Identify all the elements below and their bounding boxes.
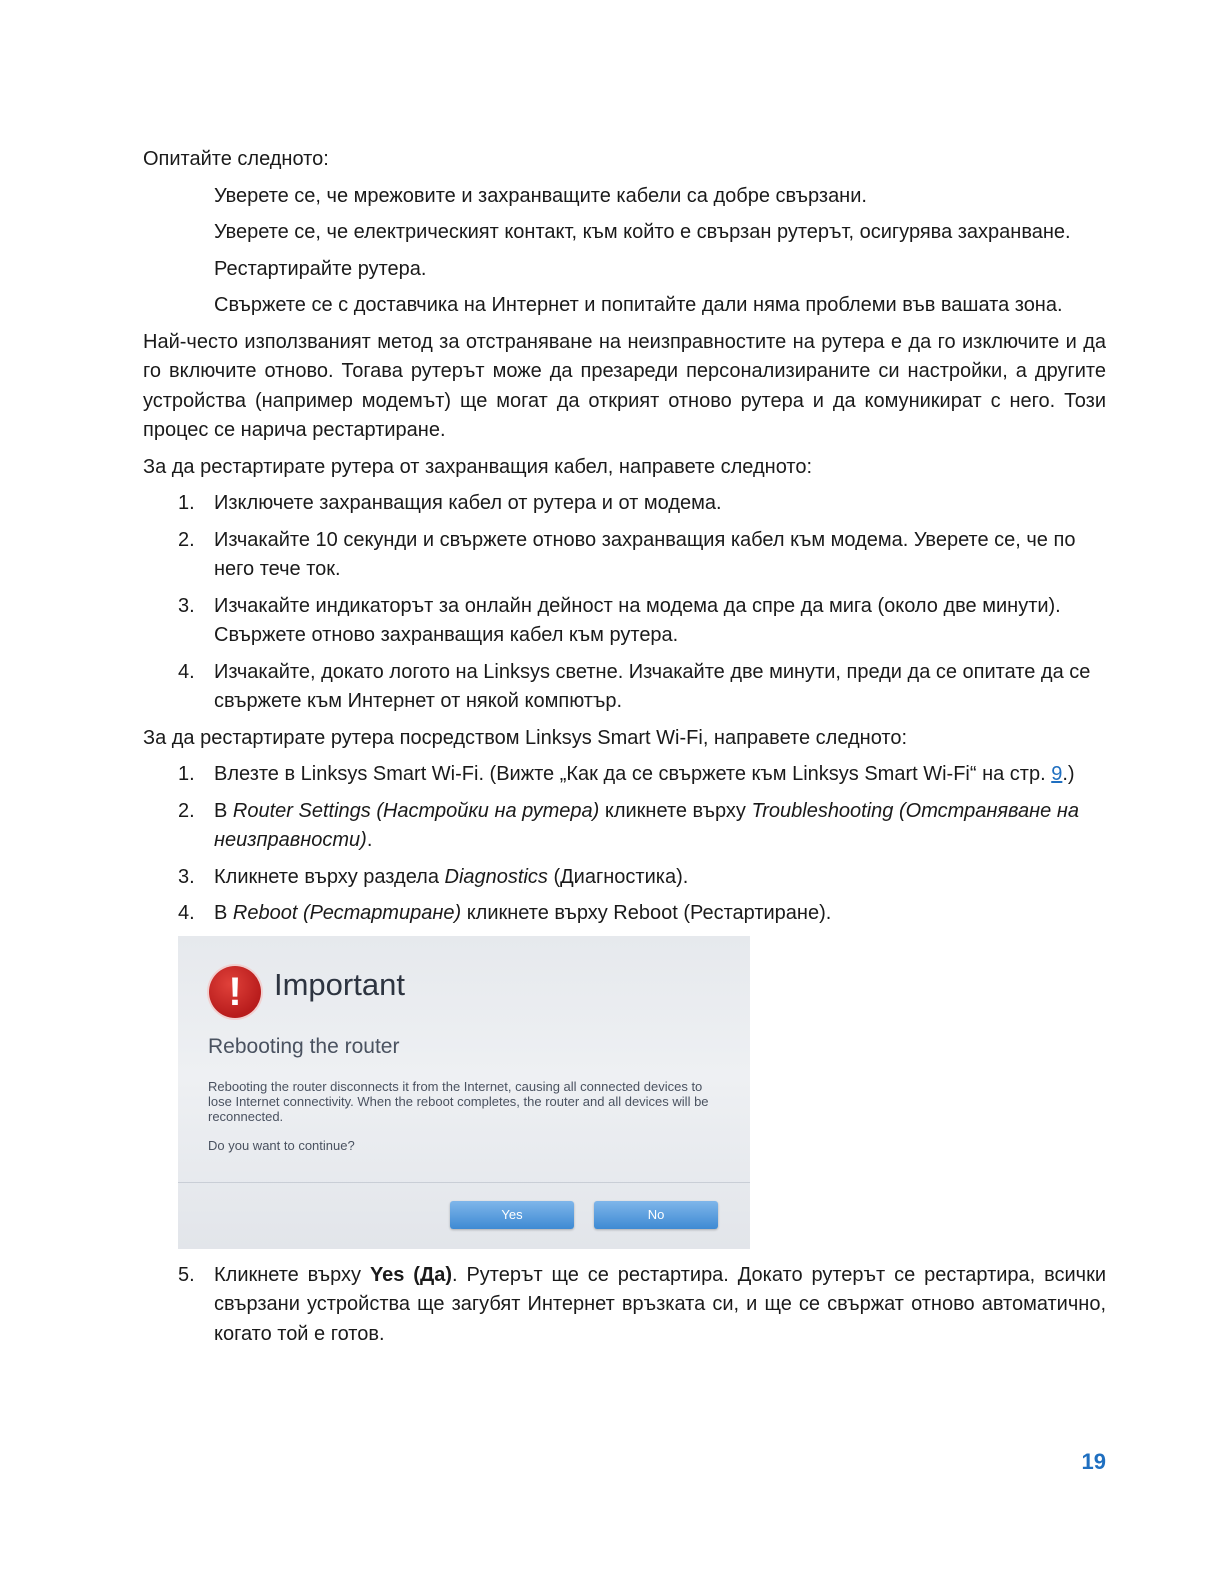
step-number: 1. <box>178 492 195 514</box>
dialog-subtitle: Rebooting the router <box>208 1034 400 1058</box>
check-item: Рестартирайте рутера. <box>214 257 427 280</box>
step-text: кликнете върху Reboot (Рестартиране). <box>461 902 832 924</box>
step-number: 3. <box>178 865 195 888</box>
smart-step <box>178 863 1106 893</box>
page-number: 19 <box>1081 1449 1106 1474</box>
step-number: 2. <box>178 528 195 551</box>
power-step <box>178 489 1106 519</box>
step-text: Изчакайте индикаторът за онлайн дейност на модема да спре да мига (около две минути). Свържете отново захранващия кабел към рутера. <box>214 594 1061 646</box>
menu-name: Troubleshooting (Отстраняване на неизправности) <box>214 799 1079 851</box>
step-text: . <box>366 829 373 851</box>
step-number: 4. <box>178 660 195 683</box>
no-button[interactable]: No <box>594 1201 718 1229</box>
yes-button[interactable]: Yes <box>450 1201 574 1229</box>
page-link[interactable]: 9 <box>1051 763 1063 785</box>
step-number: 1. <box>178 763 195 785</box>
smart-step <box>178 899 1106 929</box>
step-text: В <box>214 799 233 822</box>
smart-step <box>178 797 1106 856</box>
dialog-divider <box>178 1182 750 1183</box>
smart-heading: За да рестартирате рутера посредством Linksys Smart Wi-Fi, направете следното: <box>143 726 908 749</box>
step-number: 5. <box>178 1263 195 1286</box>
menu-name: Router Settings (Настройки на рутера) <box>232 799 600 822</box>
step-number: 4. <box>178 902 195 924</box>
restart-paragraph: Най-често използваният метод за отстраняване на неизправностите на рутера е да го изключите и да го включите отново. Тогава рутерът може да презареди персонализираните си настройки, а другите устройства (например модемът) ще могат да открият отново рутера и да комуникират с него. Този процес се нарича рестартиране. <box>143 330 1106 441</box>
step-text: . Рутерът ще се рестартира. Докато рутерът се рестартира, всички свързани устройства ще загубят Интернет връзката си, и ще се свържат отново автоматично, когато той е готов. <box>214 1263 1107 1345</box>
step-text: Изчакайте, докато логото на Linksys светне. Изчакайте две минути, преди да се опитате да се свържете към Интернет от някой компютър. <box>214 660 1091 712</box>
check-item: Уверете се, че електрическият контакт, към който е свързан рутерът, осигурява захранване. <box>214 221 1071 243</box>
document-body <box>143 145 1106 1349</box>
power-step <box>178 526 1106 585</box>
step-text: Кликнете върху раздела <box>214 865 445 888</box>
check-item: Свържете се с доставчика на Интернет и попитайте дали няма проблеми във вашата зона. <box>214 294 1063 316</box>
step-number: 2. <box>178 799 195 822</box>
step-number: 3. <box>178 594 195 617</box>
smart-step <box>178 1261 1107 1350</box>
alert-icon: ! <box>209 966 261 1018</box>
reboot-dialog-screenshot <box>178 936 750 1249</box>
check-item: Уверете се, че мрежовите и захранващите кабели са добре свързани. <box>214 184 867 207</box>
dialog-message: Rebooting the router disconnects it from the Internet, causing all connected devices to lose Internet connectivity. When the reboot completes, the router and all devices will be reconnected. <box>208 1078 709 1124</box>
step-text: Изчакайте 10 секунди и свържете отново захранващия кабел към модема. Уверете се, че по него тече ток. <box>214 528 1076 580</box>
yes-label: Yes (Да) <box>369 1263 452 1286</box>
dialog-title: Important <box>274 966 405 1002</box>
intro-text: Опитайте следното: <box>143 148 329 170</box>
step-text: (Диагностика). <box>547 865 689 888</box>
power-step <box>178 658 1106 717</box>
step-text: В <box>214 902 233 924</box>
power-step <box>178 592 1106 651</box>
step-text: Изключете захранващия кабел от рутера и от модема. <box>214 492 722 514</box>
dialog-question: Do you want to continue? <box>208 1137 355 1153</box>
section-name: Reboot (Рестартиране) <box>232 902 462 924</box>
smart-step <box>178 760 1106 790</box>
step-text: Кликнете върху <box>214 1263 370 1286</box>
tab-name: Diagnostics <box>444 865 548 888</box>
step-text-end: .) <box>1062 763 1075 785</box>
step-text: Влезте в Linksys Smart Wi-Fi. (Вижте „Как да се свържете към Linksys Smart Wi-Fi“ на стр. <box>214 763 1052 785</box>
step-text: кликнете върху <box>599 799 752 822</box>
power-heading: За да рестартирате рутера от захранващия кабел, направете следното: <box>143 455 813 478</box>
